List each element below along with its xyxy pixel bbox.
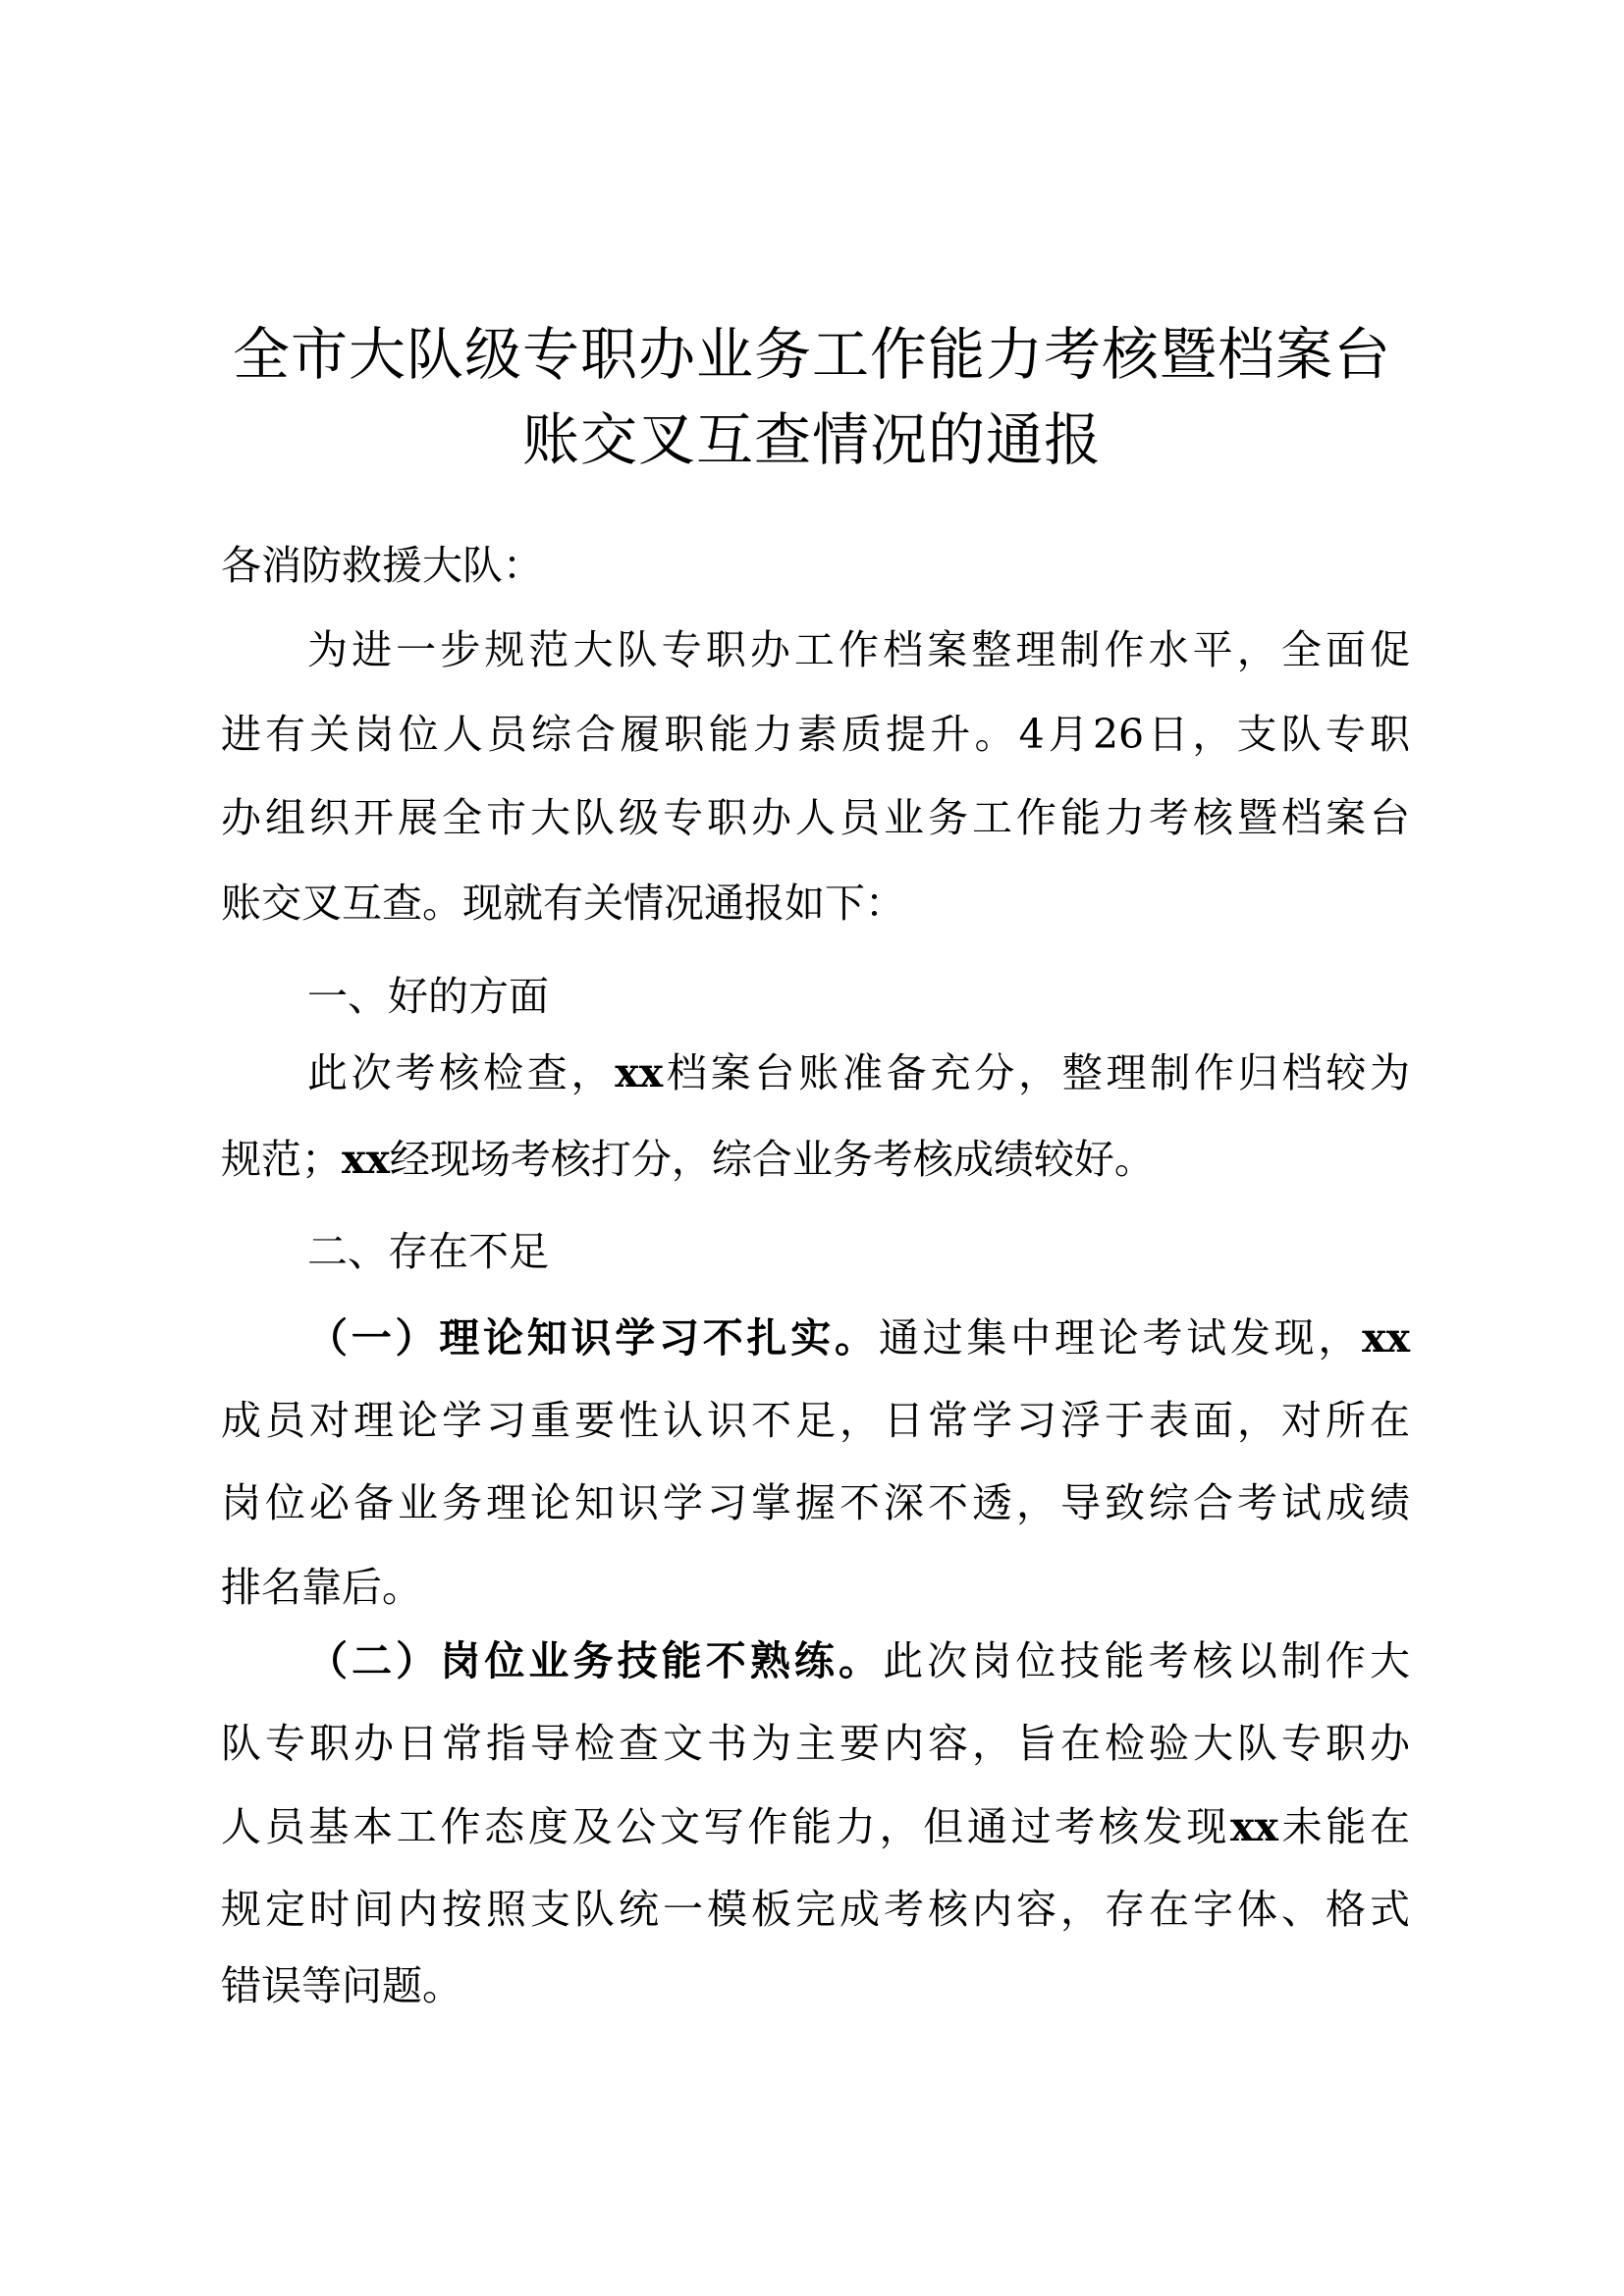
- document-title-line-1: 全市大队级专职办业务工作能力考核暨档案台: [232, 321, 1391, 388]
- text-segment: 此次考核检查，: [307, 1049, 616, 1096]
- text-segment: 队专职办日常指导检查文书为主要内容，旨在检验大队专职办: [221, 1720, 1410, 1767]
- body-line: [221, 1475, 1410, 1530]
- text-segment: 成员对理论学习重要性认识不足，日常学习浮于表面，对所在: [221, 1397, 1410, 1444]
- body-line: [221, 1393, 1410, 1448]
- text-segment: 各消防救援大队：: [221, 542, 543, 589]
- text-segment: 通过集中理论考试发现，: [878, 1314, 1363, 1362]
- text-segment: 规定时间内按照支队统一模板完成考核内容，存在字体、格式: [221, 1886, 1410, 1933]
- text-segment: 办组织开展全市大队级专职办人员业务工作能力考核暨档案台: [221, 794, 1410, 841]
- body-line: [307, 1310, 1410, 1365]
- text-segment: 规范；: [221, 1136, 342, 1183]
- text-segment: 人员基本工作态度及公文写作能力，但通过考核发现: [221, 1803, 1231, 1850]
- body-line: [221, 1799, 1410, 1854]
- body-line: [221, 1716, 1410, 1771]
- bold-text: xx: [1230, 1803, 1278, 1850]
- text-segment: 账交叉互查。现就有关情况通报如下：: [221, 880, 905, 927]
- text-segment: 档案台账准备充分，整理制作归档较为: [663, 1049, 1410, 1096]
- body-line: [307, 1633, 1410, 1688]
- body-line: [221, 1958, 462, 2013]
- text-segment: 岗位必备业务理论知识学习掌握不深不透，导致综合考试成绩: [221, 1479, 1410, 1526]
- text-segment: 为进一步规范大队专职办工作档案整理制作水平，全面促: [307, 626, 1410, 673]
- bold-text: xx: [615, 1049, 664, 1096]
- text-segment: 排名靠后。: [221, 1564, 422, 1611]
- text-segment: 进有关岗位人员综合履职能力素质提升。4月26日，支队专职: [221, 711, 1410, 758]
- bold-text: xx: [342, 1136, 390, 1183]
- text-segment: 错误等问题。: [221, 1962, 462, 2009]
- body-line: [307, 1224, 549, 1279]
- body-line: [221, 707, 1410, 762]
- text-segment: 经现场考核打分，综合业务考核成绩较好。: [389, 1136, 1155, 1183]
- body-line: [221, 1882, 1410, 1937]
- text-segment: 一、好的方面: [307, 973, 549, 1020]
- text-segment: 二、存在不足: [307, 1228, 549, 1275]
- body-line: [221, 790, 1410, 845]
- body-line: [221, 1132, 1155, 1187]
- body-line: [307, 622, 1410, 677]
- body-line: [307, 969, 549, 1024]
- document-title-line-2: 账交叉互查情况的通报: [521, 406, 1102, 473]
- body-line: [221, 876, 905, 931]
- text-segment: 此次岗位技能考核以制作大: [883, 1637, 1411, 1684]
- bold-text: （二）岗位业务技能不熟练。: [307, 1637, 884, 1684]
- bold-text: （一）理论知识学习不扎实。: [307, 1314, 879, 1362]
- text-segment: 未能在: [1277, 1803, 1411, 1850]
- body-line: [307, 1045, 1410, 1100]
- bold-text: xx: [1362, 1314, 1411, 1362]
- body-line: [221, 538, 543, 593]
- body-line: [221, 1560, 422, 1615]
